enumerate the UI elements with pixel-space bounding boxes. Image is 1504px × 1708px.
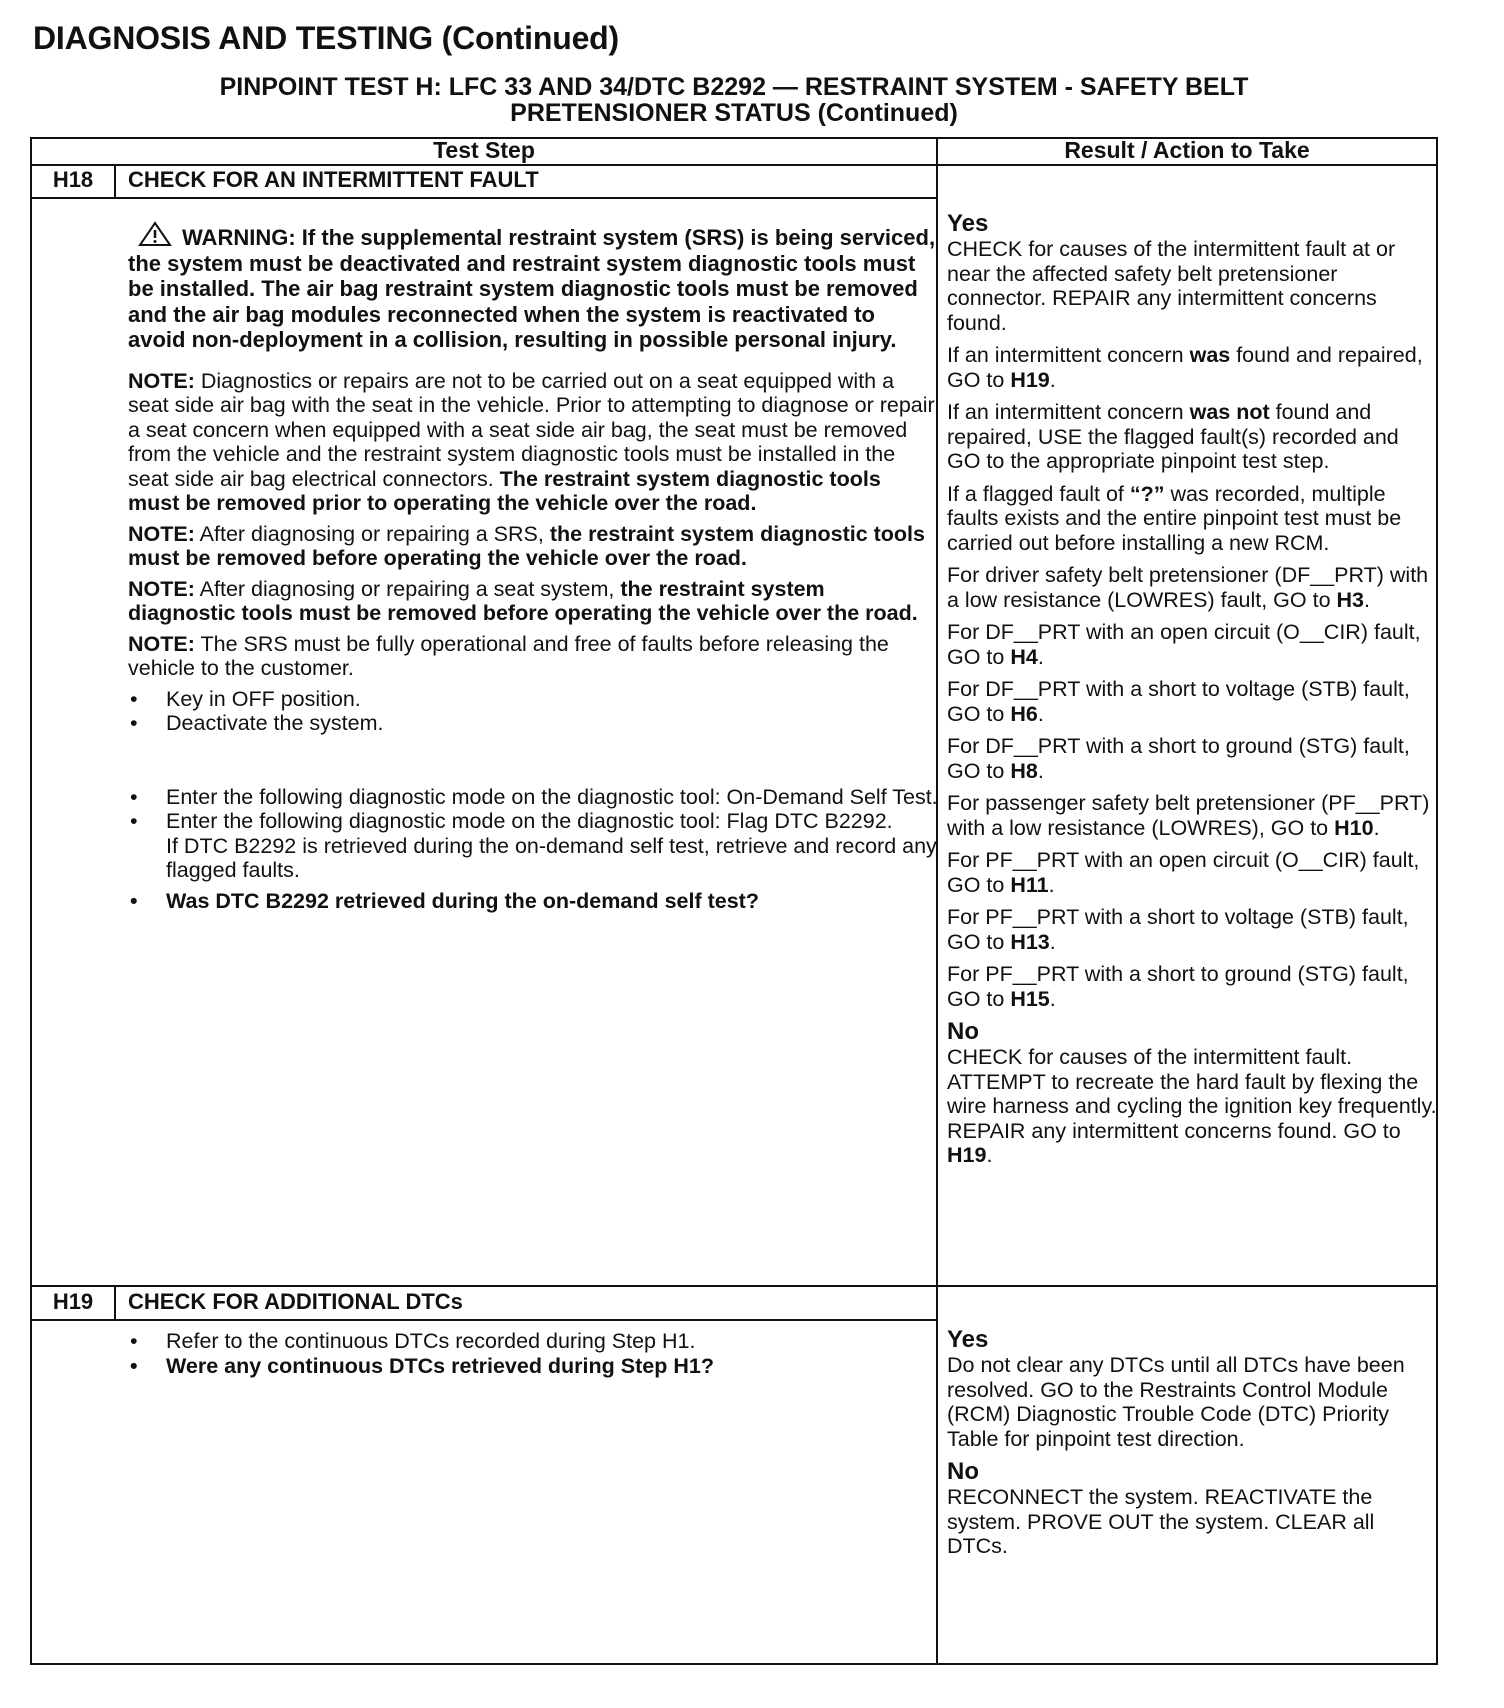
yes-text: CHECK for causes of the intermittent fault at or near the affected safety belt pretensioner connector. REPAIR any intermittent concerns found. [947, 237, 1396, 335]
step-number-divider-h18 [114, 165, 116, 197]
result-line: For PF__PRT with an open circuit (O__CIR) fault, GO to H11. [947, 848, 1420, 897]
bullet-item-question: • Was DTC B2292 retrieved during the on-demand self test? [128, 889, 938, 914]
test-title-line-1: PINPOINT TEST H: LFC 33 AND 34/DTC B2292 — RESTRAINT SYSTEM - SAFETY BELT [219, 73, 1249, 101]
note-bold-text: The restraint system diagnostic tools must be removed prior to operating the vehicle over the road. [128, 466, 881, 515]
bullet-item: • Key in OFF position. [128, 687, 938, 712]
bullet-list-a [128, 687, 938, 736]
note-text: The SRS must be fully operational and free of faults before releasing the vehicle to the customer. [128, 631, 889, 680]
bullet-item: • Enter the following diagnostic mode on the diagnostic tool: Flag DTC B2292. [128, 809, 938, 834]
note-3 [128, 577, 938, 626]
pinpoint-test-table [30, 137, 1438, 1665]
page-title: DIAGNOSIS AND TESTING (Continued) [33, 20, 619, 56]
no-text: RECONNECT the system. REACTIVATE the system. PROVE OUT the system. CLEAR all DTCs. [947, 1485, 1375, 1558]
h18-title-divider [32, 197, 936, 199]
step-content-h18 [128, 221, 938, 913]
bullet-item: • Enter the following diagnostic mode on the diagnostic tool: On-Demand Self Test. [128, 785, 938, 810]
step-title-h18: CHECK FOR AN INTERMITTENT FAULT [128, 167, 539, 192]
test-title-line-2: PRETENSIONER STATUS (Continued) [510, 99, 958, 127]
warning-triangle-icon [138, 221, 172, 247]
step-number-h19: H19 [52, 1289, 94, 1314]
result-line: For DF__PRT with a short to voltage (STB) fault, GO to H6. [947, 677, 1410, 726]
note-text: After diagnosing or repairing a SRS, [194, 521, 550, 546]
result-line: For driver safety belt pretensioner (DF__PRT) with a low resistance (LOWRES) fault, GO to H3. [947, 563, 1429, 612]
yes-label: Yes [947, 1326, 989, 1353]
yes-label: Yes [947, 210, 989, 237]
note-4 [128, 632, 938, 681]
bullet-item: • Deactivate the system. [128, 711, 938, 736]
bullet-list-c [128, 889, 938, 914]
note-label: NOTE: [128, 631, 195, 656]
note-bold-text: the restraint system diagnostic tools must be removed before operating the vehicle over the road. [128, 521, 925, 570]
header-divider [32, 164, 1436, 166]
column-header-test-step: Test Step [433, 137, 535, 163]
step-title-h19: CHECK FOR ADDITIONAL DTCs [128, 1289, 463, 1314]
h19-row-divider [32, 1285, 1436, 1287]
bullet-list-b [128, 785, 938, 834]
step-content-h19 [128, 1329, 938, 1378]
sub-paragraph: If DTC B2292 is retrieved during the on-demand self test, retrieve and record any flagged faults. [166, 833, 937, 882]
result-line: If an intermittent concern was found and repaired, GO to H19. [947, 343, 1423, 392]
pinpoint-test-title [32, 74, 1436, 126]
step-number-divider-h19 [114, 1286, 116, 1319]
result-h18 [947, 211, 1437, 1176]
note-label: NOTE: [128, 521, 195, 546]
bullet-item: • Refer to the continuous DTCs recorded during Step H1. [128, 1329, 938, 1354]
note-label: NOTE: [128, 576, 195, 601]
warning-paragraph [128, 221, 938, 353]
note-2 [128, 522, 938, 571]
no-label: No [947, 1018, 979, 1045]
result-line: For DF__PRT with a short to ground (STG) fault, GO to H8. [947, 734, 1410, 783]
result-h19 [947, 1327, 1437, 1567]
result-line: For passenger safety belt pretensioner (PF__PRT) with a low resistance (LOWRES), GO to H10. [947, 791, 1430, 840]
no-label: No [947, 1458, 979, 1485]
result-line: If an intermittent concern was not found and repaired, USE the flagged fault(s) recorded and GO to the appropriate pinpoint test step. [947, 400, 1399, 473]
yes-text: Do not clear any DTCs until all DTCs have been resolved. GO to the Restraints Control Module (RCM) Diagnostic Trouble Code (DTC) Priority Table for pinpoint test direction. [947, 1353, 1405, 1451]
no-text: CHECK for causes of the intermittent fault. ATTEMPT to recreate the hard fault by flexing the wire harness and cycling the ignition key frequently. REPAIR any intermittent concerns found. GO to H19. [947, 1045, 1437, 1167]
result-line: For PF__PRT with a short to voltage (STB) fault, GO to H13. [947, 905, 1409, 954]
warning-text: WARNING: If the supplemental restraint system (SRS) is being serviced, the system must be deactivated and restraint system diagnostic tools must be installed. The air bag restraint system diagnostic tools must be removed and the air bag modules reconnected when the system is reactivated to avoid non-deployment in a collision, resulting in possible personal injury. [128, 225, 936, 352]
note-label: NOTE: [128, 368, 195, 393]
bullet-item-question: • Were any continuous DTCs retrieved during Step H1? [128, 1354, 938, 1379]
h19-title-divider [32, 1319, 936, 1321]
note-1 [128, 369, 938, 516]
result-line: For DF__PRT with an open circuit (O__CIR) fault, GO to H4. [947, 620, 1421, 669]
result-line: If a flagged fault of “?” was recorded, multiple faults exists and the entire pinpoint test must be carried out before installing a new RCM. [947, 481, 1402, 555]
note-text: After diagnosing or repairing a seat system, [194, 576, 621, 601]
note-bold-text: the restraint system diagnostic tools must be removed before operating the vehicle over the road. [128, 576, 918, 625]
step-number-h18: H18 [52, 167, 94, 192]
result-line: For PF__PRT with a short to ground (STG) fault, GO to H15. [947, 962, 1409, 1011]
note-text: Diagnostics or repairs are not to be carried out on a seat equipped with a seat side air bag with the seat in the vehicle. Prior to attempting to diagnose or repair a seat concern when equipped with a seat side air bag, the seat must be removed from the vehicle and the restraint system diagnostic tools must be installed in the seat side air bag electrical connectors. [128, 368, 935, 491]
bullet-list-h19 [128, 1329, 938, 1378]
column-header-result: Result / Action to Take [1064, 137, 1310, 163]
